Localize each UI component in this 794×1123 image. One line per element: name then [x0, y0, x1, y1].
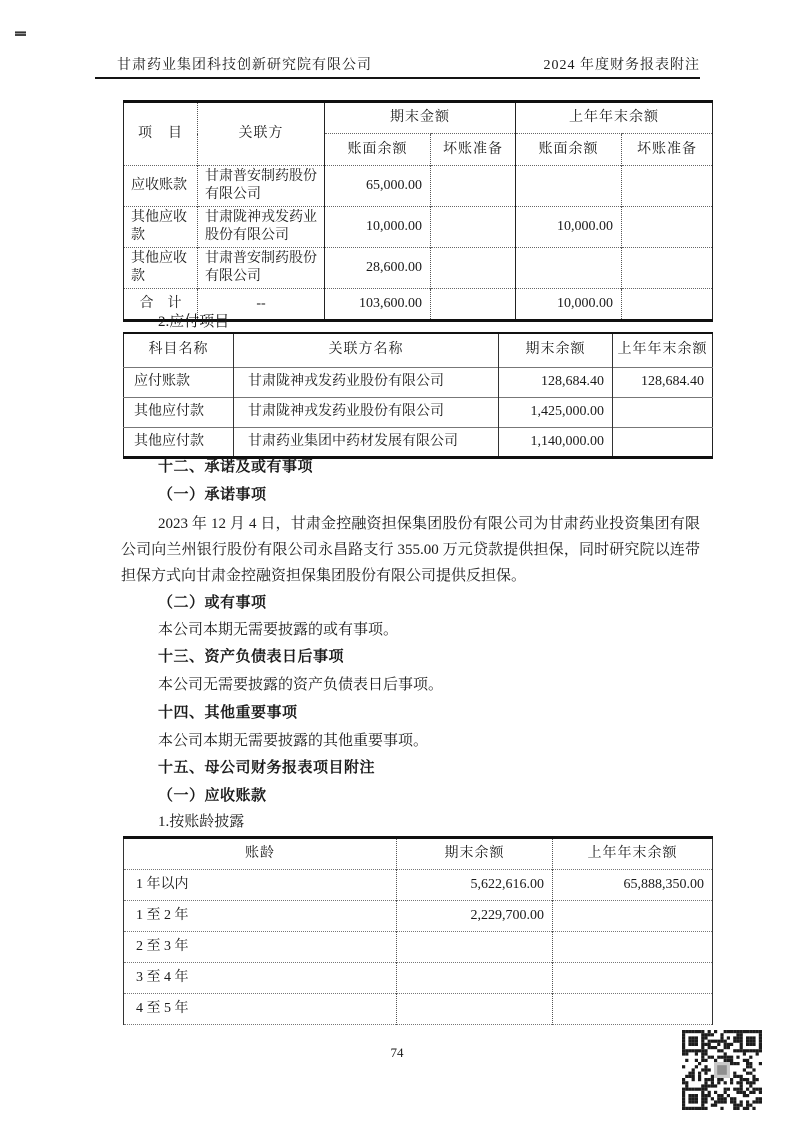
- header-rule: [95, 77, 700, 79]
- col-header-prior-balance: 上年年末余额: [553, 838, 713, 870]
- table-row: [124, 367, 713, 397]
- cell-end-balance: 1,140,000.00: [499, 427, 613, 457]
- cell-end-book: 10,000.00: [325, 207, 431, 248]
- scan-artifact-mark: [15, 31, 26, 36]
- col-header-book-balance: 账面余额: [325, 134, 431, 166]
- section-15-1-title: （一）应收账款: [158, 788, 267, 804]
- page-header: [117, 54, 700, 74]
- cell-subject: 其他应付款: [124, 397, 234, 427]
- cell-end-book: 103,600.00: [325, 289, 431, 321]
- table-row: [124, 207, 713, 248]
- related-receivables-table: [123, 100, 713, 322]
- cell-item: 其他应收款: [124, 248, 198, 289]
- cell-end-balance: 5,622,616.00: [397, 870, 553, 901]
- col-header-book-balance: 账面余额: [516, 134, 622, 166]
- section-15-1-subtitle: 1.按账龄披露: [158, 814, 245, 830]
- cell-prior-book: 10,000.00: [516, 207, 622, 248]
- cell-prior-balance: [553, 932, 713, 963]
- section-15-title: 十五、母公司财务报表项目附注: [158, 760, 376, 776]
- col-header-end-balance: 期末余额: [499, 333, 613, 367]
- cell-prior-book: 10,000.00: [516, 289, 622, 321]
- section-12-1-title: （一）承诺事项: [158, 487, 267, 503]
- section-12-2-title: （二）或有事项: [158, 595, 267, 611]
- table-row: [124, 901, 713, 932]
- table-row: [124, 397, 713, 427]
- section-13-paragraph: 本公司无需要披露的资产负债表日后事项。: [158, 677, 444, 693]
- cell-item-total: 合 计: [124, 289, 198, 321]
- cell-age: 4 至 5 年: [124, 994, 397, 1025]
- table-row: [124, 994, 713, 1025]
- section-12-1-paragraph: 2023 年 12 月 4 日，甘肃金控融资担保集团股份有限公司为甘肃药业投资集团有限公司向兰州银行股份有限公司永昌路支行 355.00 万元贷款提供担保，同时研究院以连带担保方式向甘肃金控融资担保集团股份有限公司提供反担保。: [121, 516, 700, 584]
- cell-age: 1 至 2 年: [124, 901, 397, 932]
- table-row: [124, 427, 713, 457]
- cell-end-book: 65,000.00: [325, 166, 431, 207]
- cell-age: 2 至 3 年: [124, 932, 397, 963]
- cell-end-bad: [431, 248, 516, 289]
- cell-prior-bad: [622, 289, 713, 321]
- cell-party: 甘肃陇神戎发药业股份有限公司: [234, 397, 499, 427]
- col-header-ageing: 账龄: [245, 846, 275, 861]
- col-header-prior-year: 上年年末余额: [516, 102, 713, 134]
- cell-party: 甘肃药业集团中药材发展有限公司: [234, 427, 499, 457]
- section-12-title: 十二、承诺及或有事项: [158, 459, 314, 475]
- cell-prior-balance: 128,684.40: [613, 367, 713, 397]
- cell-end-balance: [397, 994, 553, 1025]
- cell-age: 1 年以内: [124, 870, 397, 901]
- cell-age: 3 至 4 年: [124, 963, 397, 994]
- cell-end-bad: [431, 166, 516, 207]
- cell-item: 应收账款: [124, 166, 198, 207]
- cell-end-balance: 128,684.40: [499, 367, 613, 397]
- table-row: [124, 870, 713, 901]
- col-header-subject: 科目名称: [148, 342, 209, 358]
- qr-code-icon: [682, 1030, 762, 1110]
- cell-party: 甘肃陇神戎发药业股份有限公司: [234, 367, 499, 397]
- section-12-2-paragraph: 本公司本期无需要披露的或有事项。: [158, 622, 399, 638]
- cell-item: 其他应收款: [124, 207, 198, 248]
- cell-prior-book: [516, 248, 622, 289]
- col-header-related-party-name: 关联方名称: [234, 333, 499, 367]
- cell-subject: 应付账款: [124, 367, 234, 397]
- cell-end-balance: 2,229,700.00: [397, 901, 553, 932]
- page-number: 74: [390, 1045, 404, 1060]
- cell-prior-bad: [622, 207, 713, 248]
- company-name: 甘肃药业集团科技创新研究院有限公司: [117, 58, 372, 73]
- col-header-end-balance: 期末余额: [397, 838, 553, 870]
- col-header-bad-debt: 坏账准备: [431, 134, 516, 166]
- table-row: [124, 963, 713, 994]
- cell-prior-balance: [553, 901, 713, 932]
- section-13-title: 十三、资产负债表日后事项: [158, 649, 345, 665]
- table-row: [124, 248, 713, 289]
- cell-end-bad: [431, 289, 516, 321]
- cell-prior-balance: [553, 994, 713, 1025]
- cell-prior-bad: [622, 166, 713, 207]
- ageing-table: [123, 836, 713, 1025]
- table-row: [124, 932, 713, 963]
- cell-prior-bad: [622, 248, 713, 289]
- cell-party: 甘肃普安制药股份有限公司: [198, 248, 325, 289]
- col-header-bad-debt: 坏账准备: [622, 134, 713, 166]
- table-row: [124, 166, 713, 207]
- cell-prior-balance: [613, 397, 713, 427]
- col-header-period-end: 期末金额: [325, 102, 516, 134]
- col-header-related-party: 关联方: [198, 102, 325, 166]
- section-14-paragraph: 本公司本期无需要披露的其他重要事项。: [158, 733, 429, 749]
- cell-party: --: [198, 289, 325, 321]
- col-header-item: 项 目: [138, 126, 183, 141]
- cell-prior-balance: [553, 963, 713, 994]
- cell-end-balance: [397, 932, 553, 963]
- cell-party: 甘肃陇神戎发药业股份有限公司: [198, 207, 325, 248]
- cell-end-bad: [431, 207, 516, 248]
- cell-prior-book: [516, 166, 622, 207]
- related-payables-table: [123, 332, 713, 459]
- cell-party: 甘肃普安制药股份有限公司: [198, 166, 325, 207]
- cell-end-balance: 1,425,000.00: [499, 397, 613, 427]
- col-header-prior-balance: 上年年末余额: [613, 333, 713, 367]
- payables-section-label: 2.应付项目: [158, 314, 230, 330]
- section-14-title: 十四、其他重要事项: [158, 705, 298, 721]
- cell-prior-balance: 65,888,350.00: [553, 870, 713, 901]
- cell-end-book: 28,600.00: [325, 248, 431, 289]
- document-title: 2024 年度财务报表附注: [543, 58, 700, 73]
- cell-subject: 其他应付款: [124, 427, 234, 457]
- cell-end-balance: [397, 963, 553, 994]
- cell-prior-balance: [613, 427, 713, 457]
